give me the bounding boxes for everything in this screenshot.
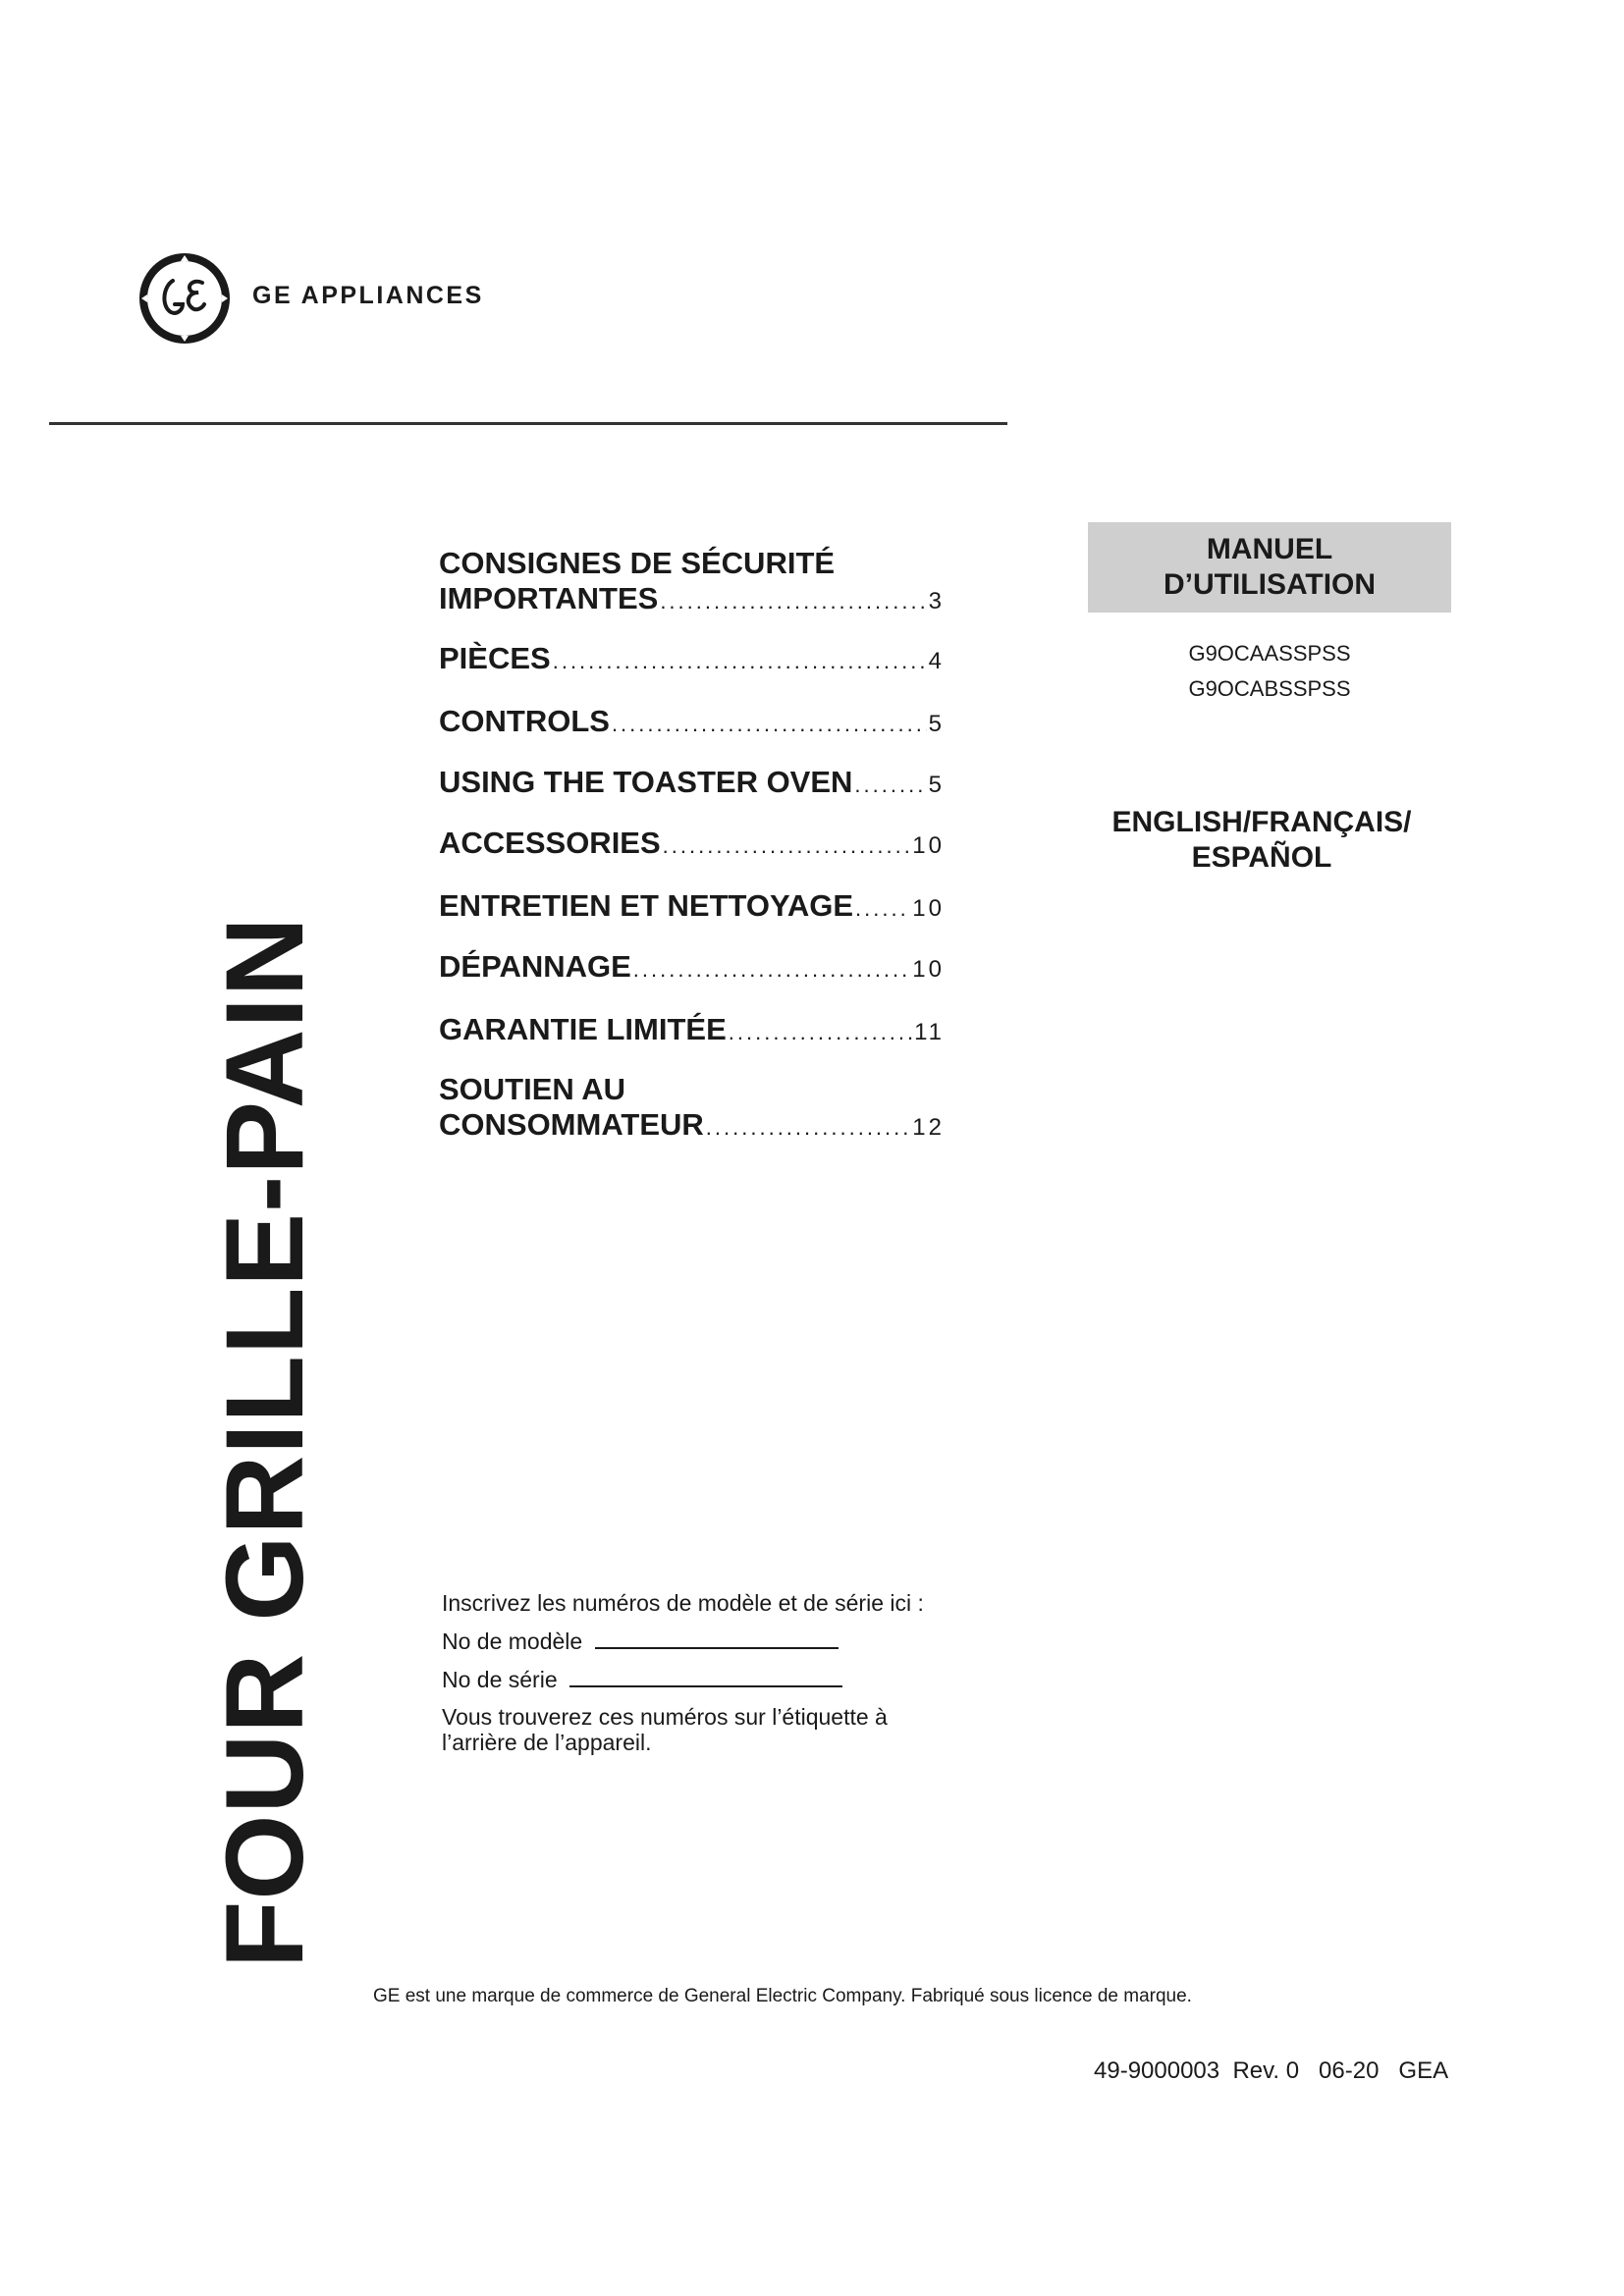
model-numbers: [1088, 636, 1451, 707]
model-number-row: [442, 1628, 952, 1654]
document-number: 49-9000003 Rev. 0 06-20 GEA: [1094, 2057, 1449, 2084]
toc-label: CONTROLS: [439, 704, 610, 738]
model-number: G9OCABSSPSS: [1188, 676, 1351, 701]
manual-title-line2: D’UTILISATION: [1163, 568, 1377, 601]
toc-item-warranty[interactable]: [439, 1012, 945, 1050]
toc-label: PIÈCES: [439, 641, 551, 675]
toc-page: 5: [928, 772, 945, 798]
languages: [1080, 805, 1443, 876]
manual-title-box: [1088, 522, 1451, 613]
toc-label: GARANTIE LIMITÉE: [439, 1012, 727, 1046]
toc-label: ACCESSORIES: [439, 826, 661, 860]
model-number-blank: [595, 1628, 839, 1649]
toc-item-support[interactable]: [439, 1072, 945, 1146]
record-intro: Inscrivez les numéros de modèle et de série ici :: [442, 1590, 924, 1616]
table-of-contents: [439, 546, 945, 1146]
record-note: Vous trouverez ces numéros sur l’étiquette à l’arrière de l’appareil.: [442, 1704, 888, 1755]
toc-label: DÉPANNAGE: [439, 949, 631, 984]
toc-page: 3: [928, 588, 945, 614]
languages-line2: ESPAÑOL: [1191, 841, 1332, 874]
model-number: G9OCAASSPSS: [1188, 641, 1351, 666]
serial-number-blank: [569, 1666, 842, 1687]
toc-page: 10: [912, 832, 945, 859]
toc-page: 12: [912, 1114, 945, 1141]
toc-item-parts[interactable]: [439, 641, 945, 679]
toc-item-accessories[interactable]: [439, 826, 945, 864]
model-number-label: No de modèle: [442, 1629, 583, 1654]
header-divider: [49, 422, 1007, 425]
toc-label: USING THE TOASTER OVEN: [439, 765, 853, 799]
toc-label-line1: SOUTIEN AU: [439, 1072, 626, 1106]
toc-item-safety[interactable]: [439, 546, 945, 619]
toc-item-controls[interactable]: [439, 704, 945, 742]
toc-page: 10: [912, 895, 945, 922]
toc-label: IMPORTANTES: [439, 581, 659, 615]
document-title: FOUR GRILLE-PAIN: [203, 916, 326, 1968]
serial-number-row: [442, 1666, 952, 1692]
toc-page: 10: [912, 956, 945, 983]
toc-item-care[interactable]: [439, 888, 945, 927]
toc-label: CONSOMMATEUR: [439, 1107, 704, 1142]
toc-page: 11: [914, 1019, 945, 1045]
toc-item-using[interactable]: [439, 765, 945, 803]
trademark-notice: GE est une marque de commerce de General Electric Company. Fabriqué sous licence de marque.: [373, 1986, 1192, 2006]
record-section: [442, 1590, 952, 1767]
toc-label: ENTRETIEN ET NETTOYAGE: [439, 888, 854, 923]
languages-line1: ENGLISH/FRANÇAIS/: [1111, 806, 1412, 838]
serial-number-label: No de série: [442, 1667, 558, 1692]
manual-title-line1: MANUEL: [1206, 533, 1333, 565]
brand-name: GE APPLIANCES: [252, 282, 484, 309]
ge-monogram-icon: [137, 251, 232, 346]
toc-page: 4: [928, 648, 945, 674]
toc-item-troubleshooting[interactable]: [439, 949, 945, 988]
toc-label-line1: CONSIGNES DE SÉCURITÉ: [439, 546, 836, 580]
toc-page: 5: [928, 711, 945, 737]
